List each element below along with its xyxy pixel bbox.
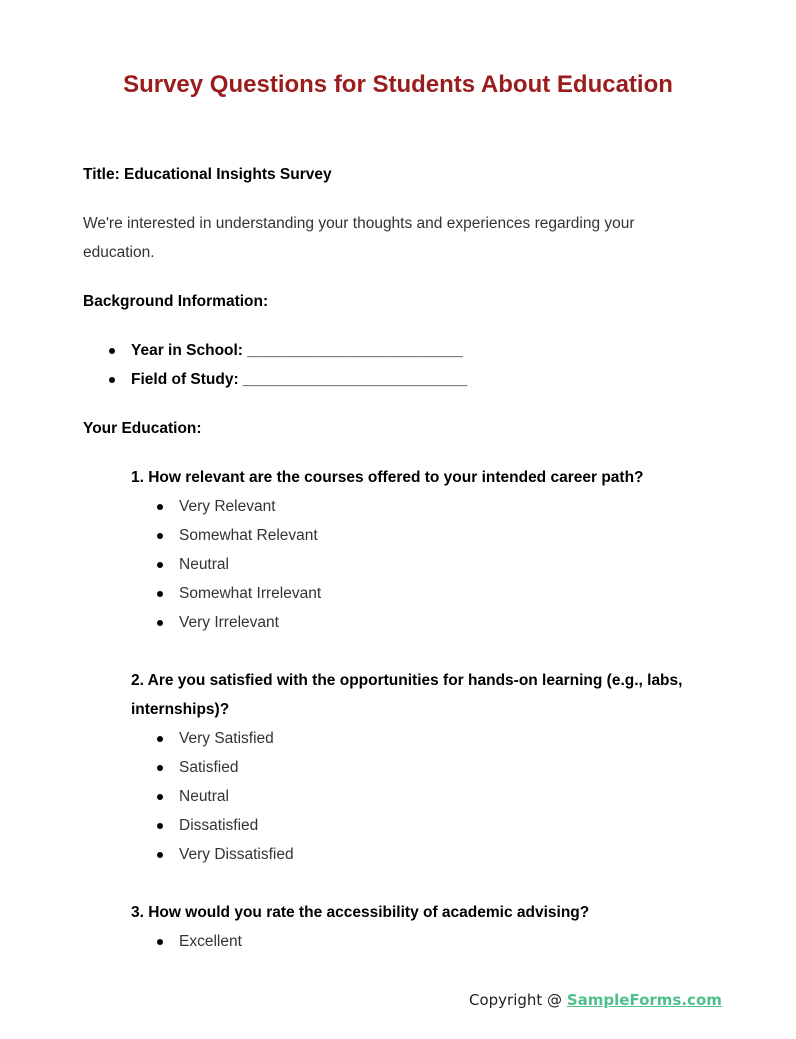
question-text: 3. How would you rate the accessibility of academic advising? (131, 904, 590, 921)
options-list (131, 492, 723, 637)
option: Somewhat Relevant (131, 521, 723, 550)
question-3 (131, 898, 723, 956)
option: Dissatisfied (131, 811, 723, 840)
question-2 (131, 666, 723, 869)
survey-title: Title: Educational Insights Survey (83, 166, 332, 183)
option: Neutral (131, 782, 723, 811)
option: Very Satisfied (131, 724, 723, 753)
copyright-prefix: Copyright @ (469, 991, 567, 1009)
copyright-footer (469, 991, 722, 1009)
question-text: 1. How relevant are the courses offered to your intended career path? (131, 469, 644, 486)
options-list (131, 724, 723, 869)
question-1 (131, 463, 723, 637)
document-body (83, 160, 723, 956)
year-in-school-field[interactable]: Year in School: _________________________ (83, 336, 723, 365)
background-heading: Background Information: (83, 293, 269, 310)
options-list (131, 927, 723, 956)
option: Satisfied (131, 753, 723, 782)
option: Very Dissatisfied (131, 840, 723, 869)
sampleforms-link[interactable]: SampleForms.com (566, 991, 722, 1009)
intro-paragraph: We're interested in understanding your thoughts and experiences regarding your education. (83, 215, 635, 261)
option: Somewhat Irrelevant (131, 579, 723, 608)
option: Very Relevant (131, 492, 723, 521)
education-heading: Your Education: (83, 420, 202, 437)
question-text: 2. Are you satisfied with the opportunities for hands-on learning (e.g., labs, internships)? (131, 672, 683, 718)
option: Very Irrelevant (131, 608, 723, 637)
option: Excellent (131, 927, 723, 956)
field-of-study-field[interactable]: Field of Study: __________________________ (83, 365, 723, 394)
background-fields (83, 336, 723, 394)
option: Neutral (131, 550, 723, 579)
document-heading: Survey Questions for Students About Education (123, 71, 673, 98)
